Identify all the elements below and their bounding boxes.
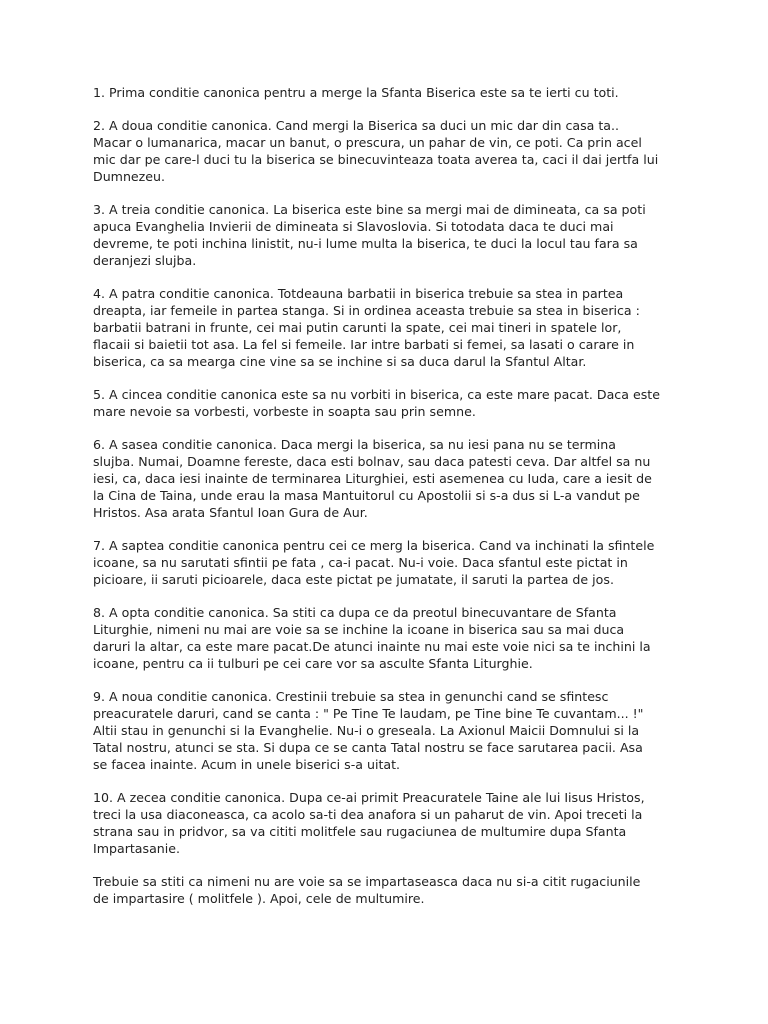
paragraph-condition-6: 6. A sasea conditie canonica. Daca mergi la biserica, sa nu iesi pana nu se termina slujba. Numai, Doamne fereste, daca esti bolnav, sau daca patesti ceva. Dar altfel sa nu iesi, ca, daca iesi inainte de terminarea Liturghiei, esti asemenea cu Iuda, care a iesit de la Cina de Taina, unde erau la masa Mantuitorul cu Apostolii si s-a dus si L-a vandut pe Hristos. Asa arata Sfantul Ioan Gura de Aur. — [93, 437, 652, 520]
paragraph-condition-1: 1. Prima conditie canonica pentru a merge la Sfanta Biserica este sa te ierti cu toti. — [93, 85, 619, 100]
paragraph-condition-9: 9. A noua conditie canonica. Crestinii trebuie sa stea in genunchi cand se sfintesc preacuratele daruri, cand se canta : " Pe Tine Te laudam, pe Tine bine Te cuvantam... !" Altii stau in genunchi si la Evanghelie. Nu-i o greseala. La Axionul Maicii Domnului si la Tatal nostru, atunci se sta. Si dupa ce se canta Tatal nostru se face sarutarea pacii. Asa se facea inainte. Acum in unele biserici s-a uitat. — [93, 689, 644, 772]
paragraph-condition-3: 3. A treia conditie canonica. La biserica este bine sa mergi mai de dimineata, ca sa poti apuca Evanghelia Invierii de dimineata si Slavoslovia. Si totodata daca te duci mai devreme, te poti inchina linistit, nu-i lume multa la biserica, te duci la locul tau fara sa deranjezi slujba. — [93, 202, 646, 268]
paragraph-closing-note: Trebuie sa stiti ca nimeni nu are voie sa se impartaseasca daca nu si-a citit rugaciunile de impartasire ( molitfele ). Apoi, cele de multumire. — [93, 874, 641, 906]
paragraph-condition-8: 8. A opta conditie canonica. Sa stiti ca dupa ce da preotul binecuvantare de Sfanta Liturghie, nimeni nu mai are voie sa se inchine la icoane in biserica sau sa mai duca daruri la altar, ca este mare pacat.De atunci inainte nu mai este voie nici sa te inchini la icoane, pentru ca ii tulburi pe cei care vor sa asculte Sfanta Liturghie. — [93, 605, 651, 671]
paragraph-condition-2: 2. A doua conditie canonica. Cand mergi la Biserica sa duci un mic dar din casa ta.. Macar o lumanarica, macar un banut, o prescura, un pahar de vin, ce poti. Ca prin acel mic dar pe care-l duci tu la biserica se binecuvinteaza toata averea ta, caci il dai jertfa lui Dumnezeu. — [93, 118, 659, 184]
document-body — [93, 84, 693, 923]
paragraph-condition-5: 5. A cincea conditie canonica este sa nu vorbiti in biserica, ca este mare pacat. Daca este mare nevoie sa vorbesti, vorbeste in soapta sau prin semne. — [93, 387, 660, 419]
paragraph-condition-7: 7. A saptea conditie canonica pentru cei ce merg la biserica. Cand va inchinati la sfintele icoane, sa nu sarutati sfintii pe fata , ca-i pacat. Nu-i voie. Daca sfantul este pictat in picioare, ii saruti picioarele, daca este pictat pe jumatate, il saruti la partea de jos. — [93, 538, 655, 587]
paragraph-condition-4: 4. A patra conditie canonica. Totdeauna barbatii in biserica trebuie sa stea in partea dreapta, iar femeile in partea stanga. Si in ordinea aceasta trebuie sa stea in biserica : barbatii batrani in frunte, cei mai putin carunti la spate, cei mai tineri in spatele lor, flacaii si baietii tot asa. La fel si femeile. Iar intre barbati si femei, sa lasati o carare in biserica, ca sa mearga cine vine sa se inchine si sa duca darul la Sfantul Altar. — [93, 286, 640, 369]
paragraph-condition-10: 10. A zecea conditie canonica. Dupa ce-ai primit Preacuratele Taine ale lui Iisus Hristos, treci la usa diaconeasca, ca acolo sa-ti dea anafora si un paharut de vin. Apoi treceti la strana sau in pridvor, sa va cititi molitfele sau rugaciunea de multumire dupa Sfanta Impartasanie. — [93, 790, 645, 856]
